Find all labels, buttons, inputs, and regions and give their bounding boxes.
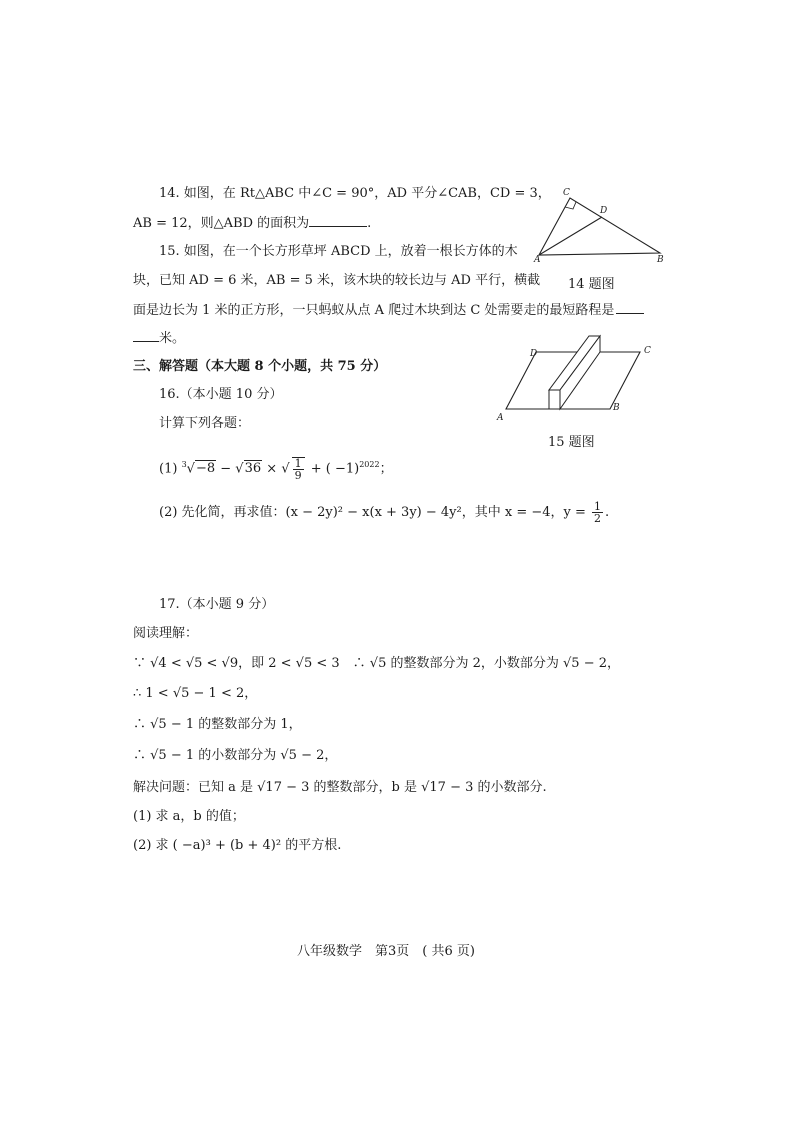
q17-line3: ∴ √5 − 1 的整数部分为 1， (133, 717, 302, 732)
q16-part2 (159, 500, 609, 526)
q17-line1: ∵ √4 < √5 < √9，即 2 < √5 < 3 ∴ √5 的整数部分为 2，小数部分为 √5 − 2， (133, 656, 620, 671)
q15-line3 (133, 301, 644, 320)
q16-p2-text: (2) 先化简，再求值：(x − 2y)² − x(x + 3y) − 4y²，其中 x = −4，y = (159, 505, 586, 520)
figure-15 (494, 328, 664, 424)
fig14-caption: 14 题图 (568, 277, 615, 292)
q14-line2 (133, 214, 371, 233)
q15-line4-text: 米。 (159, 331, 186, 346)
q16-p1-num: 1 (294, 456, 302, 470)
q16-p1-index: 3 (181, 460, 187, 469)
q16-p2-fraction (592, 501, 603, 524)
q16-p1-radicand-b: 36 (244, 461, 262, 477)
q15-line2: 块，已知 AD = 6 米，AB = 5 米，该木块的较长边与 AD 平行，横截 (133, 273, 541, 288)
q16-p1-den: 9 (294, 468, 302, 482)
fig15-label-a: A (497, 413, 504, 423)
q15-answer-blank-b (133, 329, 159, 342)
fig15-label-c: C (644, 346, 651, 356)
q16-p1-plus: + ( −1) (306, 461, 360, 477)
q16-intro: 计算下列各题： (159, 416, 251, 431)
q16-part1: (1) $^3$√−8 − √36 × √ $\frac{1}{9}$ + ( −1)$^{2022}$； (159, 456, 393, 482)
figure-14 (530, 184, 670, 264)
q17-intro: 阅读理解： (133, 626, 199, 641)
q16-p1-radicand-a: −8 (195, 461, 216, 477)
q16-p1-minus: − (216, 461, 236, 477)
q16-p1-times: × (262, 461, 282, 477)
fig14-label-b: B (657, 255, 664, 264)
fig15-label-b: B (613, 403, 620, 413)
fig14-label-c: C (563, 188, 570, 198)
q14-line2-end: . (367, 216, 372, 231)
page-footer: 八年级数学 第3页 ( 共6 页) (297, 944, 475, 959)
block-front-face (549, 390, 560, 409)
q16-p1-exponent: 2022 (359, 460, 380, 469)
q17-header: 17.（本小题 9 分） (159, 597, 275, 612)
q15-line4 (133, 329, 185, 348)
fig15-label-d: D (530, 349, 538, 359)
bisector-ad (539, 217, 602, 255)
q17-line2: ∴ 1 < √5 − 1 < 2， (133, 686, 258, 701)
q16-p1-label: (1) (159, 461, 178, 477)
q15-line3-text: 面是边长为 1 米的正方形，一只蚂蚁从点 A 爬过木块到达 C 处需要走的最短路程是 (133, 303, 615, 318)
q16-p1-fraction (292, 457, 305, 481)
q17-line7: (2) 求 ( −a)³ + (b + 4)² 的平方根. (133, 838, 342, 853)
fig15-caption: 15 题图 (548, 435, 595, 450)
q14-line1: 14. 如图，在 Rt△ABC 中∠C = 90°，AD 平分∠CAB，CD = 3， (159, 186, 551, 201)
fig14-label-a: A (534, 255, 541, 264)
section3-title: 三、解答题（本大题 8 个小题，共 75 分） (133, 359, 387, 374)
fig14-label-d: D (600, 206, 608, 216)
q14-line2-text: AB = 12，则△ABD 的面积为 (133, 216, 310, 231)
q17-line4: ∴ √5 − 1 的小数部分为 √5 − 2， (133, 748, 338, 763)
q16-p2-end: . (605, 505, 610, 520)
q16-p1-end: ； (379, 461, 393, 477)
q17-line5: 解决问题：已知 a 是 √17 − 3 的整数部分，b 是 √17 − 3 的小数部分. (133, 780, 547, 795)
q14-answer-blank (309, 214, 367, 227)
q15-answer-blank-a (616, 301, 644, 314)
q16-p2-den: 2 (594, 512, 602, 525)
q16-header: 16.（本小题 10 分） (159, 387, 283, 402)
q16-p2-num: 1 (594, 500, 602, 513)
q17-line6: (1) 求 a，b 的值； (133, 809, 245, 824)
q15-line1: 15. 如图，在一个长方形草坪 ABCD 上，放着一根长方体的木 (159, 244, 518, 259)
